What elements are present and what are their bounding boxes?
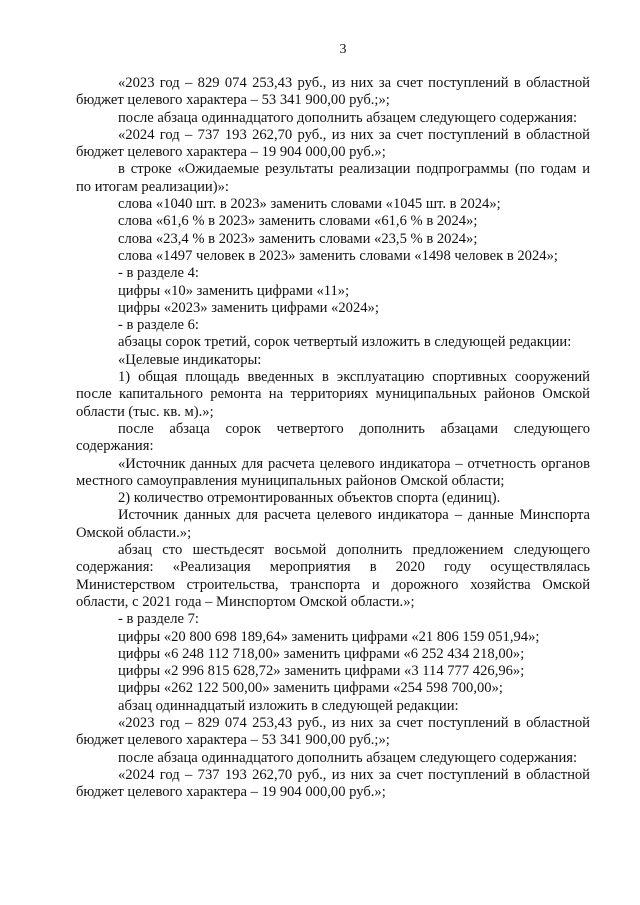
paragraph: - в разделе 4: (118, 265, 199, 282)
paragraph: «2024 год – 737 193 262,70 руб., из них за счет поступлений в областной бюджет целевого характера – 19 904 000,00 руб.»; (76, 126, 590, 161)
paragraph: «Источник данных для расчета целевого индикатора – отчетность органов местного самоуправления муниципальных районов Омской области; (76, 455, 590, 489)
paragraph: цифры «6 248 112 718,00» заменить цифрами «6 252 434 218,00»; (118, 645, 525, 662)
paragraph: «2023 год – 829 074 253,43 руб., из них за счет поступлений в областной бюджет целевого характера – 53 341 900,00 руб.;»; (76, 714, 590, 749)
paragraph: слова «23,4 % в 2023» заменить словами «23,5 % в 2024»; (118, 230, 478, 247)
paragraph: абзацы сорок третий, сорок четвертый изложить в следующей редакции: (118, 334, 572, 351)
paragraph: цифры «2 996 815 628,72» заменить цифрами «3 114 777 426,96»; (118, 663, 525, 680)
paragraph: «2024 год – 737 193 262,70 руб., из них за счет поступлений в областной бюджет целевого характера – 19 904 000,00 руб.»; (76, 766, 590, 801)
paragraph: цифры «2023» заменить цифрами «2024»; (118, 299, 379, 316)
paragraph: - в разделе 6: (118, 317, 199, 334)
paragraph: - в разделе 7: (118, 611, 199, 628)
paragraph: слова «1040 шт. в 2023» заменить словами «1045 шт. в 2024»; (118, 196, 501, 213)
paragraph: слова «61,6 % в 2023» заменить словами «61,6 % в 2024»; (118, 213, 478, 230)
paragraph: абзац сто шестьдесят восьмой дополнить предложением следующего содержания: «Реализация мероприятия в 2020 году осуществлялась Министерством строительства, транспорта и дорожного хозяйства Омской области, с 2021 года – Минспортом Омской области.»; (76, 542, 590, 610)
paragraph: после абзаца одиннадцатого дополнить абзацем следующего содержания: (118, 109, 578, 126)
paragraph: в строке «Ожидаемые результаты реализации подпрограммы (по годам и по итогам реализации)»: (76, 161, 590, 195)
paragraph: абзац одиннадцатый изложить в следующей редакции: (118, 697, 459, 714)
paragraph: «Целевые индикаторы: (118, 351, 262, 368)
paragraph: «2023 год – 829 074 253,43 руб., из них за счет поступлений в областной бюджет целевого характера – 53 341 900,00 руб.;»; (76, 75, 590, 109)
paragraph: цифры «262 122 500,00» заменить цифрами «254 598 700,00»; (118, 680, 503, 697)
paragraph: после абзаца сорок четвертого дополнить абзацами следующего содержания: (76, 420, 590, 455)
document-body (76, 75, 590, 801)
paragraph: цифры «10» заменить цифрами «11»; (118, 282, 350, 299)
paragraph: цифры «20 800 698 189,64» заменить цифрами «21 806 159 051,94»; (118, 628, 540, 645)
page-number: 3 (339, 42, 347, 57)
paragraph: после абзаца одиннадцатого дополнить абзацем следующего содержания: (118, 749, 578, 766)
paragraph: Источник данных для расчета целевого индикатора – данные Минспорта Омской области.»; (76, 507, 590, 541)
paragraph: слова «1497 человек в 2023» заменить словами «1498 человек в 2024»; (118, 247, 558, 264)
paragraph: 1) общая площадь введенных в эксплуатацию спортивных сооружений после капитального ремонта на территориях муниципальных районов Омской области (тыс. кв. м).»; (76, 369, 590, 420)
paragraph: 2) количество отремонтированных объектов спорта (единиц). (118, 490, 501, 507)
